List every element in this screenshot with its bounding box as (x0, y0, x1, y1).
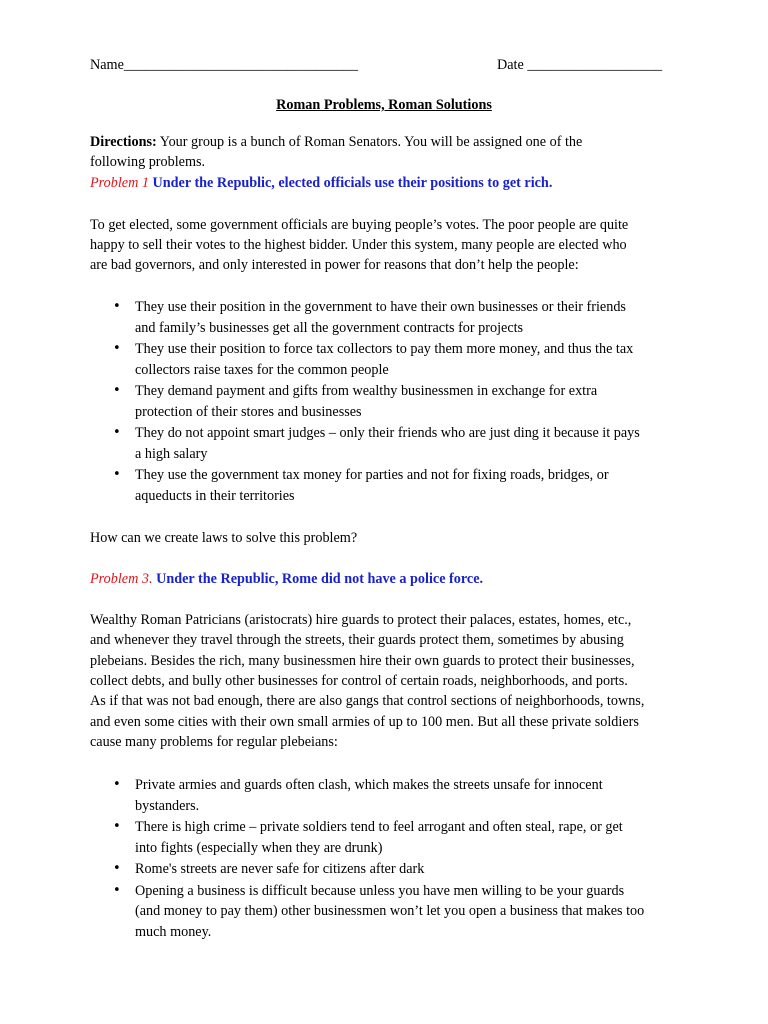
problem-1-question: How can we create laws to solve this problem? (90, 530, 358, 546)
bullet-line: protection of their stores and businesses (135, 403, 362, 420)
bullet-line: • They use the government tax money for parties and not for fixing roads, bridges, or (135, 467, 609, 483)
problem-3-para-line: As if that was not bad enough, there are also gangs that control sections of neighborhoods, towns, (90, 693, 645, 709)
bullet-line: • Rome's streets are never safe for citizens after dark (135, 861, 425, 877)
problem-3-para-line: cause many problems for regular plebeians: (90, 734, 338, 750)
bullet-line: • They do not appoint smart judges – only their friends who are just ding it because it pays (135, 425, 640, 441)
directions-label: Directions: (90, 134, 157, 150)
bullet-line: • They demand payment and gifts from wealthy businessmen in exchange for extra (135, 383, 598, 399)
problem-1-bullet-list (90, 297, 650, 507)
problem-1-intro-line-1: To get elected, some government officials are buying people’s votes. The poor people are quite (90, 217, 629, 233)
problem-3-para-line: and even some cities with their own small armies of up to 100 men. But all these private soldiers (90, 714, 639, 730)
problem-3-para-line: plebeians. Besides the rich, many businessmen hire their own guards to protect their businesses, (90, 653, 635, 669)
list-item (90, 297, 650, 338)
problem-1-title: Under the Republic, elected officials use their positions to get rich. (152, 175, 553, 191)
problem-1-heading (90, 173, 552, 194)
directions-text: Your group is a bunch of Roman Senators. You will be assigned one of the (156, 134, 583, 150)
problem-1-label: Problem 1 (90, 175, 149, 191)
bullet-line: aqueducts in their territories (135, 487, 295, 504)
problem-3-bullet-list (90, 775, 650, 943)
bullet-line: much money. (135, 923, 212, 940)
bullet-line: a high salary (135, 445, 208, 462)
bullet-line: and family’s businesses get all the government contracts for projects (135, 319, 524, 336)
problem-3-para-line: Wealthy Roman Patricians (aristocrats) hire guards to protect their palaces, estates, homes, etc., (90, 612, 632, 628)
name-field (90, 55, 358, 76)
list-item (90, 817, 650, 858)
bullet-line: bystanders. (135, 797, 200, 814)
bullet-line: • There is high crime – private soldiers tend to feel arrogant and often steal, rape, or get (135, 819, 623, 835)
problem-3-title: Under the Republic, Rome did not have a police force. (156, 571, 484, 587)
list-item (90, 775, 650, 816)
page-title: Roman Problems, Roman Solutions (276, 97, 492, 113)
bullet-line: into fights (especially when they are drunk) (135, 839, 383, 856)
list-item (90, 339, 650, 380)
problem-1-intro-line-3: are bad governors, and only interested in power for reasons that don’t help the people: (90, 257, 579, 273)
list-item (90, 859, 650, 880)
date-line: ___________________ (527, 57, 663, 73)
list-item (90, 881, 650, 943)
list-item (90, 423, 650, 464)
directions-line-2: following problems. (90, 154, 206, 170)
list-item (90, 381, 650, 422)
problem-3-label: Problem 3. (90, 571, 153, 587)
problem-3-heading (90, 569, 483, 590)
bullet-line: • Opening a business is difficult because unless you have men willing to be your guards (135, 882, 625, 899)
bullet-line: • They use their position to force tax collectors to pay them more money, and thus the tax (135, 341, 634, 357)
problem-1-intro-line-2: happy to sell their votes to the highest bidder. Under this system, many people are elected who (90, 237, 627, 253)
date-field (497, 55, 662, 76)
name-line: _________________________________ (123, 57, 358, 73)
bullet-line: (and money to pay them) other businessmen won’t let you open a business that makes too (135, 903, 645, 919)
name-label: Name (90, 57, 124, 73)
bullet-line: • Private armies and guards often clash, which makes the streets unsafe for innocent (135, 777, 603, 793)
list-item (90, 465, 650, 506)
problem-3-para-line: and whenever they travel through the streets, their guards protect them, sometimes by abusing (90, 632, 624, 648)
problem-3-para-line: collect debts, and bully other businesses for control of certain roads, neighborhoods, and ports. (90, 673, 628, 689)
directions-line-1 (90, 132, 582, 153)
bullet-line: collectors raise taxes for the common people (135, 361, 389, 378)
bullet-line: • They use their position in the government to have their own businesses or their friends (135, 299, 626, 315)
date-label: Date (497, 57, 524, 73)
